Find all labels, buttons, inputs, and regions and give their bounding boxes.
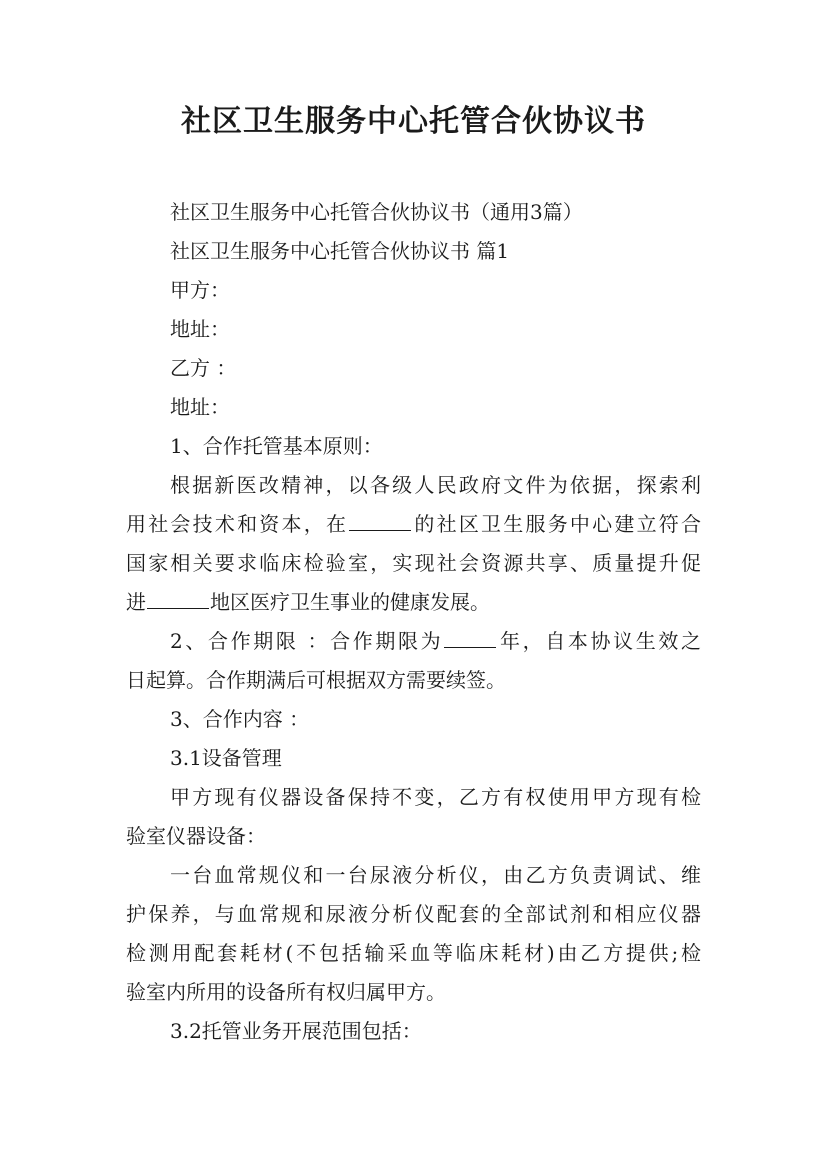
document-body [126, 193, 701, 1051]
document-title: 社区卫生服务中心托管合伙协议书 [181, 104, 646, 139]
party-b-address-label: 地址： [170, 395, 230, 419]
paragraph-line: 国家相关要求临床检验室，实现社会资源共享、质量提升促 [126, 551, 701, 575]
section-heading: 社区卫生服务中心托管合伙协议书 篇1 [170, 239, 510, 263]
text-segment: 进 [126, 590, 146, 614]
subtitle-line: 社区卫生服务中心托管合伙协议书（通用3篇） [170, 200, 583, 224]
paragraph-line [126, 583, 701, 622]
paragraph-line: 验室内所用的设备所有权归属甲方。 [126, 980, 446, 1004]
party-b-label: 乙方 ： [170, 356, 237, 380]
fill-in-blank [444, 629, 496, 648]
equipment-paragraph [126, 778, 701, 856]
clause-1-heading: 1、合作托管基本原则： [170, 434, 383, 458]
paragraph-line: 根据新医改精神，以各级人民政府文件为依据，探索利 [170, 473, 701, 497]
text-segment: 2、合作期限 ：合作期限为 [170, 629, 444, 653]
paragraph-line: 日起算。合作期满后可根据双方需要续签。 [126, 668, 506, 692]
paragraph-line: 护保养，与血常规和尿液分析仪配套的全部试剂和相应仪器 [126, 902, 701, 926]
clause-1-paragraph [126, 466, 701, 622]
text-segment: 的社区卫生服务中心建立符合 [412, 512, 702, 536]
paragraph-line [126, 505, 701, 544]
paragraph-line: 检测用配套耗材(不包括输采血等临床耗材)由乙方提供;检 [126, 941, 701, 965]
fill-in-blank [147, 590, 209, 609]
party-a-label: 甲方： [170, 278, 230, 302]
paragraph-line: 甲方现有仪器设备保持不变，乙方有权使用甲方现有检 [170, 785, 701, 809]
text-segment: 年，自本协议生效之 [497, 629, 702, 653]
paragraph-line: 验室仪器设备： [126, 824, 266, 848]
text-segment: 用社会技术和资本，在 [126, 512, 349, 536]
clause-3-heading: 3、合作内容 ： [170, 707, 310, 731]
fill-in-blank [349, 512, 411, 531]
clause-2-paragraph [126, 622, 701, 700]
subsection-heading: 3.2托管业务开展范围包括： [170, 1019, 422, 1043]
paragraph-line: 一台血常规仪和一台尿液分析仪，由乙方负责调试、维 [170, 863, 701, 887]
paragraph-line [126, 622, 701, 661]
text-segment: 地区医疗卫生事业的健康发展。 [210, 590, 490, 614]
subsection-heading: 3.1设备管理 [170, 746, 282, 770]
party-a-address-label: 地址： [170, 317, 230, 341]
instrument-paragraph [126, 856, 701, 1012]
